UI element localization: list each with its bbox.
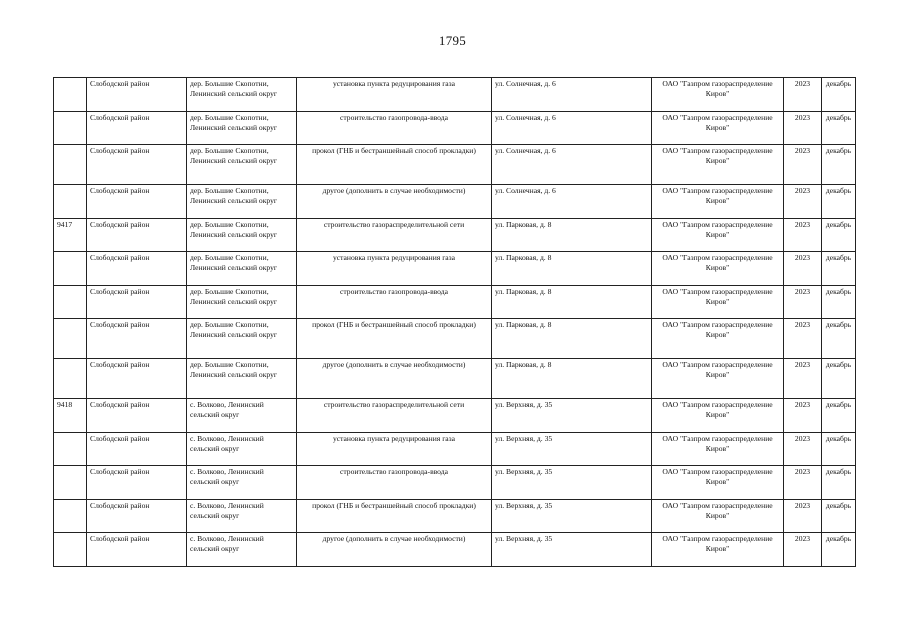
year-cell: 2023 xyxy=(784,185,822,219)
locality-cell: дер. Большие Скопотни, Ленинский сельский округ xyxy=(187,78,297,112)
month-cell: декабрь xyxy=(822,111,856,145)
row-number-cell: 9418 xyxy=(54,399,87,433)
locality-cell: с. Волково, Ленинский сельский округ xyxy=(187,533,297,567)
work-type-cell: установка пункта редуцирования газа xyxy=(297,432,492,466)
year-cell: 2023 xyxy=(784,432,822,466)
month-cell: декабрь xyxy=(822,252,856,286)
locality-cell: с. Волково, Ленинский сельский округ xyxy=(187,399,297,433)
district-cell: Слободской район xyxy=(87,499,187,533)
table-row xyxy=(54,359,856,399)
row-number-cell: 9417 xyxy=(54,218,87,252)
work-type-cell: прокол (ГНБ и бестраншейный способ прокладки) xyxy=(297,319,492,359)
organization-cell: ОАО "Газпром газораспределение Киров" xyxy=(652,319,784,359)
organization-cell: ОАО "Газпром газораспределение Киров" xyxy=(652,285,784,319)
month-cell: декабрь xyxy=(822,399,856,433)
table-row xyxy=(54,399,856,433)
table-row xyxy=(54,285,856,319)
district-cell: Слободской район xyxy=(87,218,187,252)
locality-cell: дер. Большие Скопотни, Ленинский сельский округ xyxy=(187,218,297,252)
year-cell: 2023 xyxy=(784,285,822,319)
table-row xyxy=(54,185,856,219)
table-row xyxy=(54,533,856,567)
month-cell: декабрь xyxy=(822,78,856,112)
work-type-cell: прокол (ГНБ и бестраншейный способ прокладки) xyxy=(297,145,492,185)
district-cell: Слободской район xyxy=(87,466,187,500)
row-number-cell xyxy=(54,432,87,466)
table-body xyxy=(54,78,856,567)
address-cell: ул. Верхняя, д. 35 xyxy=(492,499,652,533)
work-type-cell: установка пункта редуцирования газа xyxy=(297,252,492,286)
district-cell: Слободской район xyxy=(87,111,187,145)
row-number-cell xyxy=(54,78,87,112)
row-number-cell xyxy=(54,185,87,219)
year-cell: 2023 xyxy=(784,319,822,359)
table-row xyxy=(54,499,856,533)
year-cell: 2023 xyxy=(784,466,822,500)
work-type-cell: другое (дополнить в случае необходимости) xyxy=(297,359,492,399)
year-cell: 2023 xyxy=(784,252,822,286)
address-cell: ул. Верхняя, д. 35 xyxy=(492,432,652,466)
table-row xyxy=(54,252,856,286)
month-cell: декабрь xyxy=(822,466,856,500)
district-cell: Слободской район xyxy=(87,145,187,185)
locality-cell: дер. Большие Скопотни, Ленинский сельский округ xyxy=(187,111,297,145)
month-cell: декабрь xyxy=(822,319,856,359)
table-row xyxy=(54,319,856,359)
locality-cell: с. Волково, Ленинский сельский округ xyxy=(187,432,297,466)
address-cell: ул. Солнечная, д. 6 xyxy=(492,145,652,185)
row-number-cell xyxy=(54,499,87,533)
organization-cell: ОАО "Газпром газораспределение Киров" xyxy=(652,185,784,219)
district-cell: Слободской район xyxy=(87,399,187,433)
organization-cell: ОАО "Газпром газораспределение Киров" xyxy=(652,533,784,567)
locality-cell: с. Волково, Ленинский сельский округ xyxy=(187,499,297,533)
work-type-cell: прокол (ГНБ и бестраншейный способ прокладки) xyxy=(297,499,492,533)
table-row xyxy=(54,466,856,500)
table-row xyxy=(54,145,856,185)
month-cell: декабрь xyxy=(822,432,856,466)
work-type-cell: строительство газораспределительной сети xyxy=(297,399,492,433)
work-type-cell: строительство газопровода-ввода xyxy=(297,466,492,500)
work-type-cell: установка пункта редуцирования газа xyxy=(297,78,492,112)
address-cell: ул. Солнечная, д. 6 xyxy=(492,185,652,219)
work-type-cell: другое (дополнить в случае необходимости) xyxy=(297,185,492,219)
row-number-cell xyxy=(54,145,87,185)
organization-cell: ОАО "Газпром газораспределение Киров" xyxy=(652,399,784,433)
district-cell: Слободской район xyxy=(87,319,187,359)
organization-cell: ОАО "Газпром газораспределение Киров" xyxy=(652,111,784,145)
year-cell: 2023 xyxy=(784,533,822,567)
organization-cell: ОАО "Газпром газораспределение Киров" xyxy=(652,252,784,286)
district-cell: Слободской район xyxy=(87,432,187,466)
month-cell: декабрь xyxy=(822,359,856,399)
month-cell: декабрь xyxy=(822,499,856,533)
work-type-cell: строительство газораспределительной сети xyxy=(297,218,492,252)
address-cell: ул. Верхняя, д. 35 xyxy=(492,533,652,567)
address-cell: ул. Солнечная, д. 6 xyxy=(492,78,652,112)
locality-cell: дер. Большие Скопотни, Ленинский сельский округ xyxy=(187,285,297,319)
locality-cell: дер. Большие Скопотни, Ленинский сельский округ xyxy=(187,359,297,399)
row-number-cell xyxy=(54,252,87,286)
table-row xyxy=(54,78,856,112)
year-cell: 2023 xyxy=(784,78,822,112)
organization-cell: ОАО "Газпром газораспределение Киров" xyxy=(652,145,784,185)
organization-cell: ОАО "Газпром газораспределение Киров" xyxy=(652,78,784,112)
row-number-cell xyxy=(54,111,87,145)
work-type-cell: строительство газопровода-ввода xyxy=(297,111,492,145)
month-cell: декабрь xyxy=(822,285,856,319)
address-cell: ул. Верхняя, д. 35 xyxy=(492,466,652,500)
row-number-cell xyxy=(54,319,87,359)
month-cell: декабрь xyxy=(822,533,856,567)
address-cell: ул. Парковая, д. 8 xyxy=(492,285,652,319)
gas-works-table xyxy=(53,77,856,567)
district-cell: Слободской район xyxy=(87,185,187,219)
district-cell: Слободской район xyxy=(87,78,187,112)
district-cell: Слободской район xyxy=(87,252,187,286)
table-row xyxy=(54,218,856,252)
locality-cell: дер. Большие Скопотни, Ленинский сельский округ xyxy=(187,319,297,359)
locality-cell: дер. Большие Скопотни, Ленинский сельский округ xyxy=(187,252,297,286)
organization-cell: ОАО "Газпром газораспределение Киров" xyxy=(652,359,784,399)
row-number-cell xyxy=(54,285,87,319)
row-number-cell xyxy=(54,533,87,567)
month-cell: декабрь xyxy=(822,185,856,219)
month-cell: декабрь xyxy=(822,145,856,185)
row-number-cell xyxy=(54,359,87,399)
page-number: 1795 xyxy=(438,33,467,48)
work-type-cell: строительство газопровода-ввода xyxy=(297,285,492,319)
organization-cell: ОАО "Газпром газораспределение Киров" xyxy=(652,466,784,500)
table-row xyxy=(54,432,856,466)
address-cell: ул. Верхняя, д. 35 xyxy=(492,399,652,433)
year-cell: 2023 xyxy=(784,499,822,533)
locality-cell: дер. Большие Скопотни, Ленинский сельский округ xyxy=(187,145,297,185)
locality-cell: дер. Большие Скопотни, Ленинский сельский округ xyxy=(187,185,297,219)
organization-cell: ОАО "Газпром газораспределение Киров" xyxy=(652,218,784,252)
year-cell: 2023 xyxy=(784,399,822,433)
row-number-cell xyxy=(54,466,87,500)
address-cell: ул. Парковая, д. 8 xyxy=(492,252,652,286)
district-cell: Слободской район xyxy=(87,359,187,399)
address-cell: ул. Парковая, д. 8 xyxy=(492,359,652,399)
address-cell: ул. Парковая, д. 8 xyxy=(492,319,652,359)
year-cell: 2023 xyxy=(784,145,822,185)
locality-cell: с. Волково, Ленинский сельский округ xyxy=(187,466,297,500)
work-type-cell: другое (дополнить в случае необходимости) xyxy=(297,533,492,567)
organization-cell: ОАО "Газпром газораспределение Киров" xyxy=(652,432,784,466)
address-cell: ул. Солнечная, д. 6 xyxy=(492,111,652,145)
address-cell: ул. Парковая, д. 8 xyxy=(492,218,652,252)
table-row xyxy=(54,111,856,145)
year-cell: 2023 xyxy=(784,111,822,145)
organization-cell: ОАО "Газпром газораспределение Киров" xyxy=(652,499,784,533)
district-cell: Слободской район xyxy=(87,533,187,567)
year-cell: 2023 xyxy=(784,359,822,399)
year-cell: 2023 xyxy=(784,218,822,252)
district-cell: Слободской район xyxy=(87,285,187,319)
month-cell: декабрь xyxy=(822,218,856,252)
